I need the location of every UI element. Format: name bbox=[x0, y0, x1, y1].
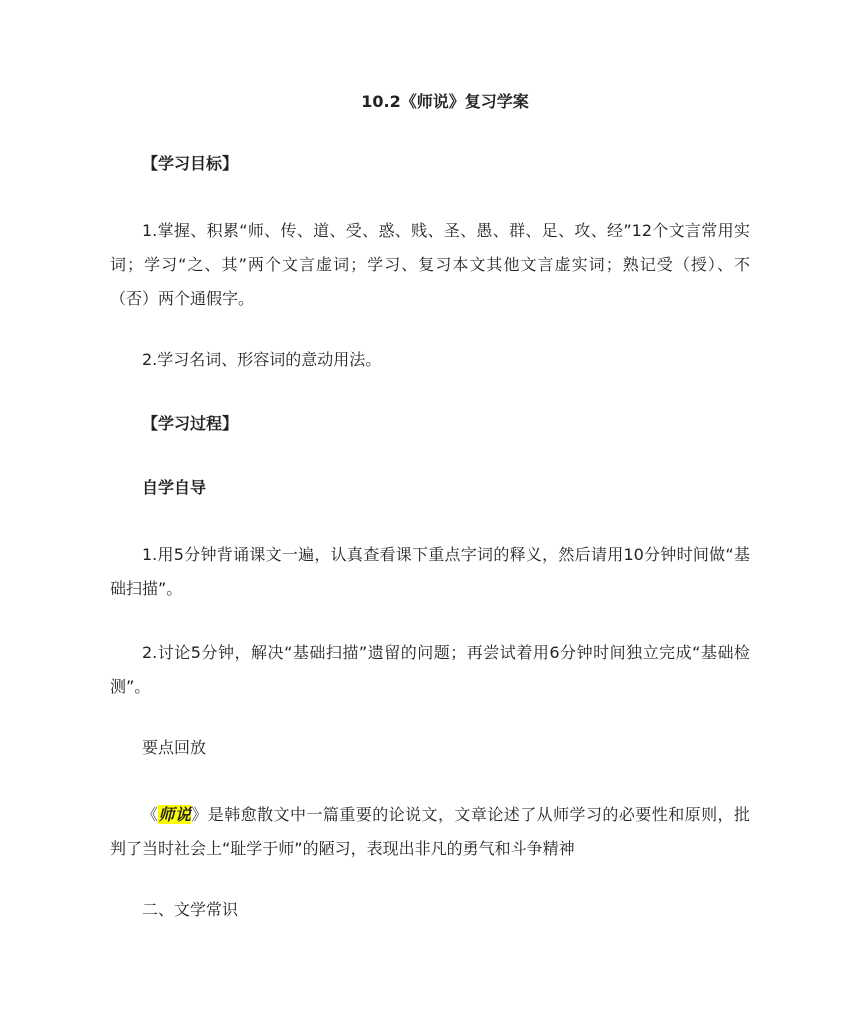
key-points-paragraph bbox=[110, 798, 750, 866]
highlighted-title: 师说 bbox=[158, 805, 192, 824]
key-points-heading: 要点回放 bbox=[142, 738, 207, 757]
goal-paragraph-1: 1.掌握、积累“师、传、道、受、惑、贱、圣、愚、群、足、攻、经”12个文言常用实词；学习“之、其”两个文言虚词；学习、复习本文其他文言虚实词；熟记受（授）、不（否）两个通假字。 bbox=[110, 221, 750, 308]
self-study-heading: 自学自导 bbox=[142, 478, 207, 497]
step-paragraph-1: 1.用5分钟背诵课文一遍，认真查看课下重点字词的释义，然后请用10分钟时间做“基础扫描”。 bbox=[110, 545, 750, 598]
learning-process-heading: 【学习过程】 bbox=[142, 414, 239, 433]
review-text: 》是韩愈散文中一篇重要的论说文，文章论述了从师学习的必要性和原则，批判了当时社会上“耻学于师”的陋习，表现出非凡的勇气和斗争精神 bbox=[110, 805, 750, 858]
goal-paragraph-2: 2.学习名词、形容词的意动用法。 bbox=[142, 350, 382, 369]
step-paragraph-2: 2.讨论5分钟，解决“基础扫描”遗留的问题；再尝试着用6分钟时间独立完成“基础检测”。 bbox=[110, 643, 750, 696]
literary-knowledge-heading: 二、文学常识 bbox=[142, 900, 239, 919]
document-body bbox=[110, 88, 750, 960]
document-title: 10.2《师说》复习学案 bbox=[361, 92, 529, 111]
review-open-bracket: 《 bbox=[142, 805, 159, 824]
learning-goals-heading: 【学习目标】 bbox=[142, 154, 239, 173]
